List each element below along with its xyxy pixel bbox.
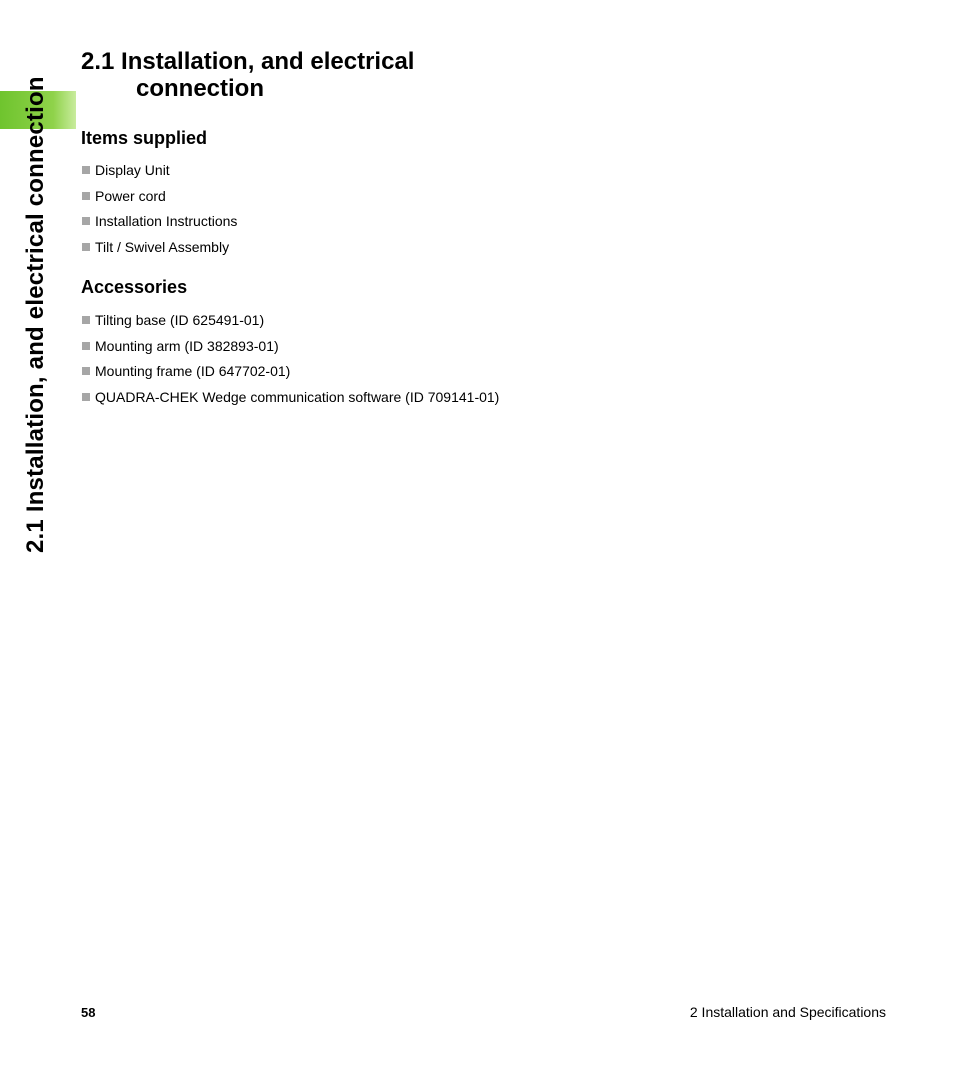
list-item: [82, 311, 499, 337]
list-item: [82, 337, 499, 363]
items-supplied-heading: Items supplied: [81, 128, 208, 148]
page-title: [81, 48, 481, 102]
square-bullet-icon: [82, 316, 90, 324]
page-number: 58: [81, 1005, 96, 1020]
square-bullet-icon: [82, 243, 90, 251]
square-bullet-icon: [82, 342, 90, 350]
accessories-list: [82, 311, 499, 414]
square-bullet-icon: [82, 367, 90, 375]
list-item: [82, 238, 237, 264]
list-item-text: Tilt / Swivel Assembly: [95, 239, 230, 256]
list-item: [82, 161, 237, 187]
page-title-line2: connection: [136, 75, 265, 102]
square-bullet-icon: [82, 192, 90, 200]
list-item-text: Tilting base (ID 625491-01): [95, 312, 265, 328]
accessories-heading: Accessories: [81, 277, 188, 297]
list-item-text: QUADRA-CHEK Wedge communication software (ID 709141-01): [95, 389, 500, 406]
list-item: [82, 212, 237, 238]
square-bullet-icon: [82, 393, 90, 401]
page-title-line1: 2.1 Installation, and electrical: [81, 48, 415, 75]
list-item-text: Mounting frame (ID 647702-01): [95, 363, 291, 380]
items-supplied-list: [82, 161, 237, 264]
list-item-text: Mounting arm (ID 382893-01): [95, 337, 279, 354]
list-item-text: Installation Instructions: [95, 213, 238, 230]
side-chapter-title: 2.1 Installation, and electrical connection: [22, 76, 49, 553]
square-bullet-icon: [82, 217, 90, 225]
square-bullet-icon: [82, 166, 90, 174]
list-item-text: Display Unit: [95, 162, 170, 178]
list-item: [82, 187, 237, 213]
list-item: [82, 388, 499, 414]
list-item: [82, 362, 499, 388]
footer-chapter-title: 2 Installation and Specifications: [689, 1004, 886, 1020]
list-item-text: Power cord: [95, 187, 166, 204]
